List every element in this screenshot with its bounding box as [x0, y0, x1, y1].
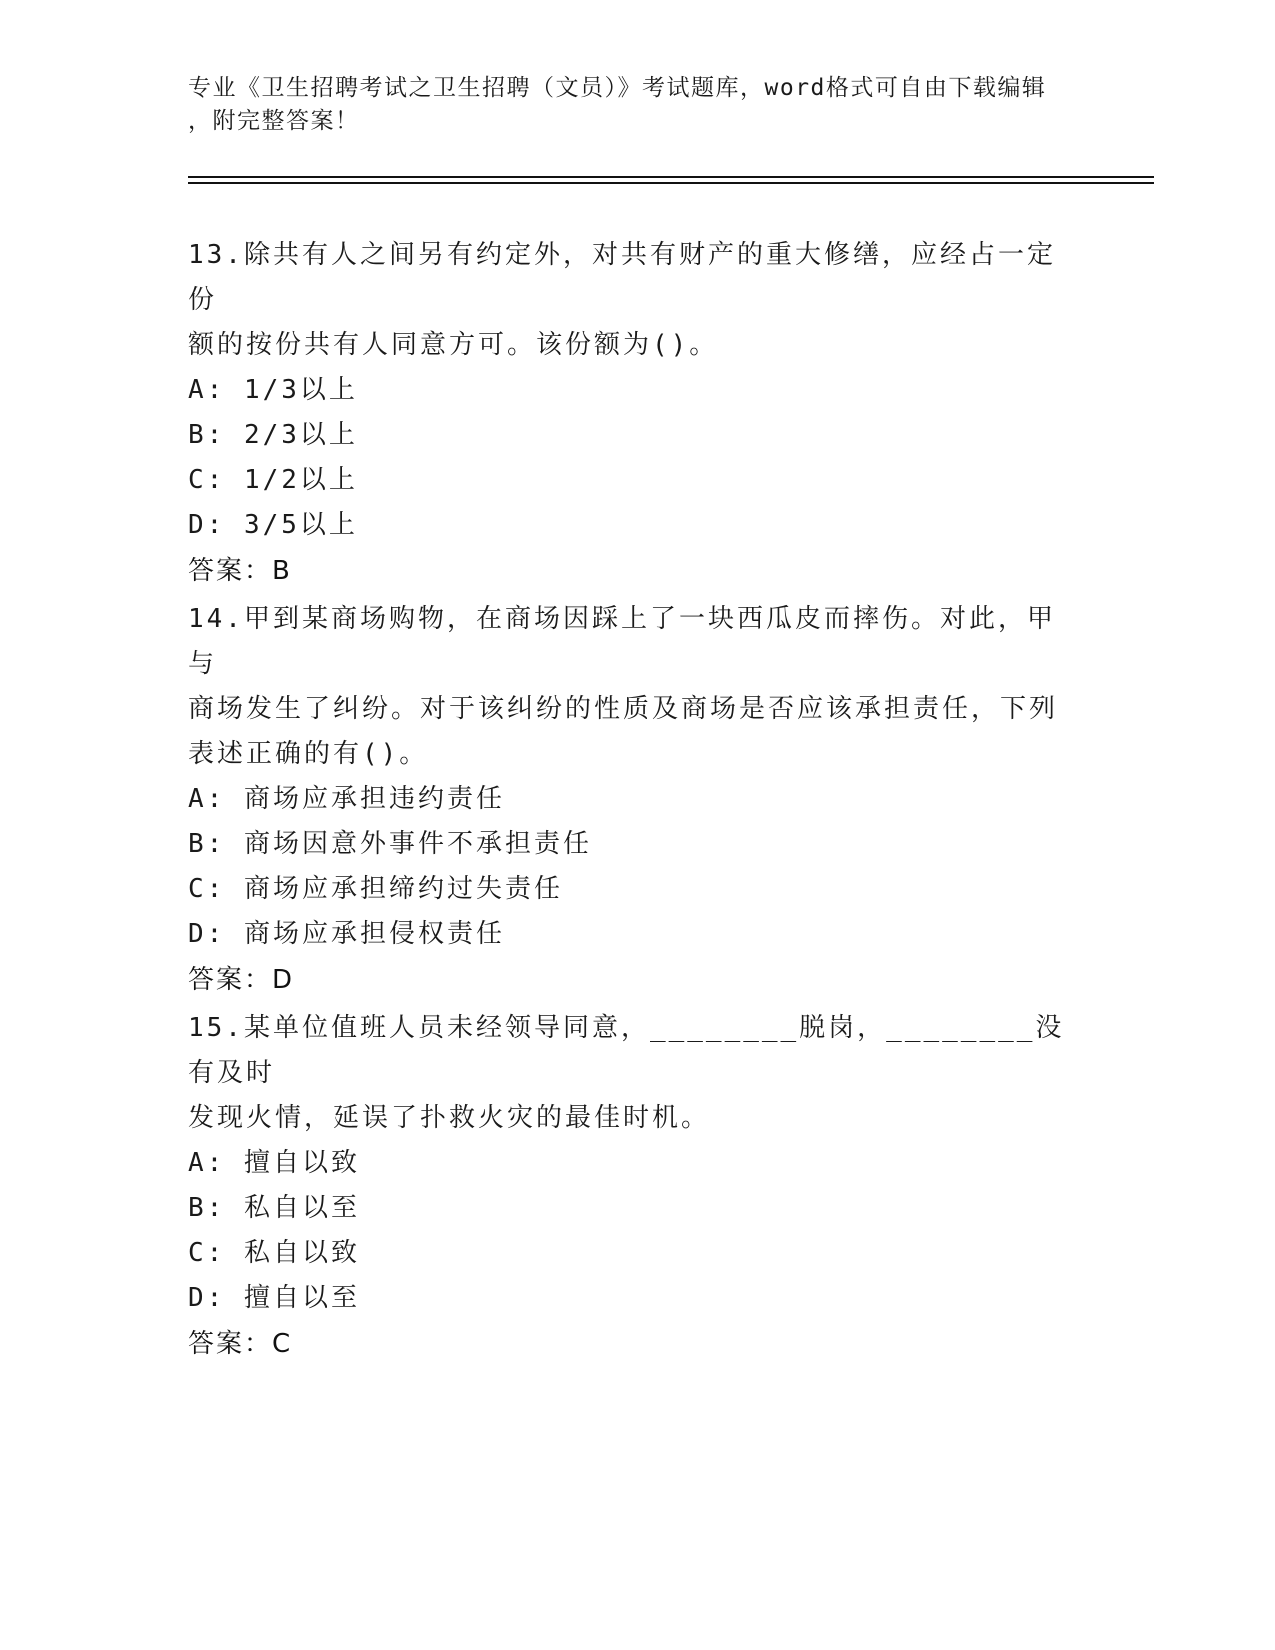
question-text-line: 商场发生了纠纷。对于该纠纷的性质及商场是否应该承担责任，下列: [188, 694, 1059, 724]
question-text-line: 额的按份共有人同意方可。该份额为()。: [188, 330, 719, 360]
option-a: A: 擅自以致: [188, 1148, 360, 1178]
option-b: B: 2/3以上: [188, 420, 358, 450]
option-b: B: 商场因意外事件不承担责任: [188, 829, 592, 859]
option-d: D: 擅自以至: [188, 1283, 360, 1313]
answer-label: 答案：C: [188, 1329, 293, 1359]
option-a: A: 商场应承担违约责任: [188, 784, 505, 814]
question-text-line: 15.某单位值班人员未经领导同意，________脱岗，________没有及时: [188, 1013, 1065, 1088]
option-d: D: 商场应承担侵权责任: [188, 919, 505, 949]
header-divider-bottom: [188, 182, 1154, 184]
question-13: [188, 233, 1068, 594]
header-divider-top: [188, 176, 1154, 178]
answer-label: 答案：D: [188, 965, 295, 995]
option-d: D: 3/5以上: [188, 510, 358, 540]
option-a: A: 1/3以上: [188, 375, 358, 405]
question-text-line: 发现火情，延误了扑救火灾的最佳时机。: [188, 1103, 711, 1133]
question-14: [188, 597, 1068, 1003]
option-c: C: 私自以致: [188, 1238, 360, 1268]
document-header: [188, 72, 1068, 138]
option-c: C: 1/2以上: [188, 465, 358, 495]
question-text-line: 14.甲到某商场购物，在商场因踩上了一块西瓜皮而摔伤。对此，甲与: [188, 604, 1056, 679]
question-text-line: 13.除共有人之间另有约定外，对共有财产的重大修缮，应经占一定份: [188, 240, 1056, 315]
option-c: C: 商场应承担缔约过失责任: [188, 874, 563, 904]
header-line-2: ，附完整答案！: [188, 108, 360, 134]
answer-label: 答案：B: [188, 556, 292, 586]
question-15: [188, 1006, 1068, 1367]
question-text-line: 表述正确的有()。: [188, 739, 429, 769]
option-b: B: 私自以至: [188, 1193, 360, 1223]
header-line-1: 专业《卫生招聘考试之卫生招聘（文员）》考试题库，word格式可自由下载编辑: [188, 75, 1047, 101]
